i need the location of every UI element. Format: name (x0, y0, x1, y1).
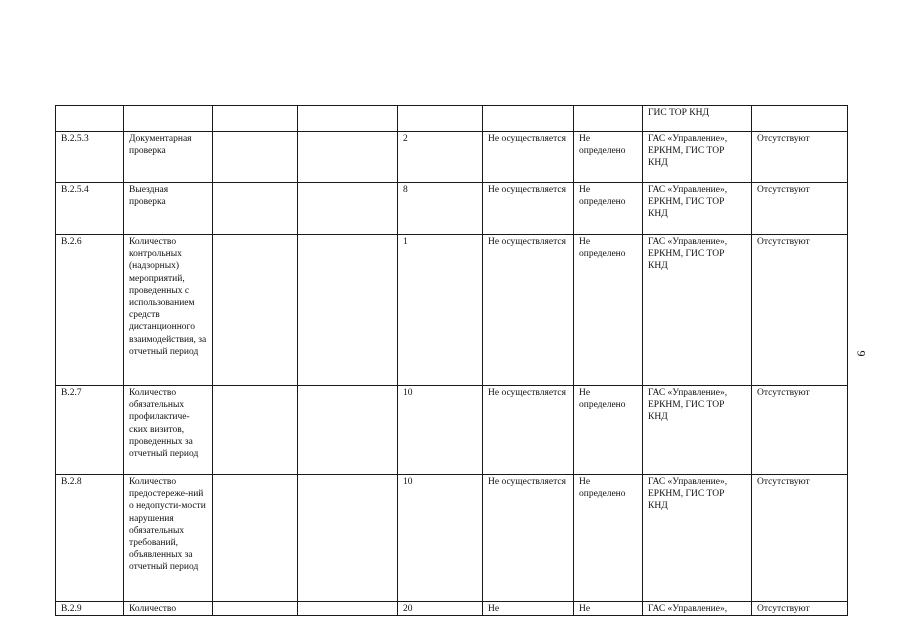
table-row (56, 602, 848, 616)
cell-status: Не осуществляется (483, 475, 574, 602)
cell-col3 (213, 602, 298, 616)
cell-col4 (298, 132, 398, 183)
cell-col4 (298, 235, 398, 386)
cell-name: Количество обязательных профилактиче-ских визитов, проведенных за отчетный период (124, 386, 213, 475)
cell-col4 (298, 183, 398, 235)
cell-col3 (213, 106, 298, 132)
cell-name (124, 106, 213, 132)
cell-status: Не (483, 602, 574, 616)
cell-name: Документарная проверка (124, 132, 213, 183)
table-row (56, 106, 848, 132)
cell-status: Не осуществляется (483, 132, 574, 183)
cell-name: Количество контрольных (надзорных) мероприятий, проведенных с использованием средств дистанционного взаимодействия, за отчетный период (124, 235, 213, 386)
cell-determination: Не определено (574, 475, 643, 602)
cell-source: ГАС «Управление», ЕРКНМ, ГИС ТОР КНД (643, 475, 752, 602)
cell-value: 2 (398, 132, 483, 183)
cell-code (56, 106, 124, 132)
cell-value: 1 (398, 235, 483, 386)
cell-status (483, 106, 574, 132)
cell-note: Отсутствуют (752, 475, 848, 602)
cell-note: Отсутствуют (752, 602, 848, 616)
table-row (56, 183, 848, 235)
table-row (56, 475, 848, 602)
cell-note (752, 106, 848, 132)
cell-value (398, 106, 483, 132)
cell-code: B.2.6 (56, 235, 124, 386)
cell-determination: Не (574, 602, 643, 616)
cell-code: B.2.9 (56, 602, 124, 616)
cell-col3 (213, 386, 298, 475)
cell-source: ГАС «Управление», ЕРКНМ, ГИС ТОР КНД (643, 183, 752, 235)
cell-col3 (213, 183, 298, 235)
cell-col4 (298, 106, 398, 132)
cell-code: B.2.8 (56, 475, 124, 602)
table-row (56, 132, 848, 183)
cell-note: Отсутствуют (752, 235, 848, 386)
cell-determination: Не определено (574, 132, 643, 183)
cell-col4 (298, 602, 398, 616)
cell-status: Не осуществляется (483, 386, 574, 475)
cell-name: Количество (124, 602, 213, 616)
page-number: 9 (854, 350, 869, 357)
indicators-table (55, 105, 848, 616)
cell-source: ГАС «Управление», ЕРКНМ, ГИС ТОР КНД (643, 235, 752, 386)
cell-source: ГАС «Управление», ЕРКНМ, ГИС ТОР КНД (643, 386, 752, 475)
cell-col4 (298, 475, 398, 602)
cell-determination: Не определено (574, 235, 643, 386)
cell-col3 (213, 235, 298, 386)
cell-note: Отсутствуют (752, 132, 848, 183)
cell-source: ГИС ТОР КНД (643, 106, 752, 132)
cell-code: B.2.5.3 (56, 132, 124, 183)
cell-col3 (213, 132, 298, 183)
cell-name: Количество предостереже-ний о недопусти-мости нарушения обязательных требований, объявленных за отчетный период (124, 475, 213, 602)
table-row (56, 235, 848, 386)
cell-code: B.2.7 (56, 386, 124, 475)
cell-determination: Не определено (574, 183, 643, 235)
cell-value: 10 (398, 386, 483, 475)
cell-source: ГАС «Управление», (643, 602, 752, 616)
cell-value: 10 (398, 475, 483, 602)
table-row (56, 386, 848, 475)
cell-note: Отсутствуют (752, 183, 848, 235)
cell-value: 20 (398, 602, 483, 616)
cell-determination (574, 106, 643, 132)
cell-note: Отсутствуют (752, 386, 848, 475)
cell-determination: Не определено (574, 386, 643, 475)
cell-status: Не осуществляется (483, 183, 574, 235)
cell-col4 (298, 386, 398, 475)
cell-value: 8 (398, 183, 483, 235)
cell-name: Выездная проверка (124, 183, 213, 235)
cell-source: ГАС «Управление», ЕРКНМ, ГИС ТОР КНД (643, 132, 752, 183)
cell-status: Не осуществляется (483, 235, 574, 386)
cell-code: B.2.5.4 (56, 183, 124, 235)
cell-col3 (213, 475, 298, 602)
